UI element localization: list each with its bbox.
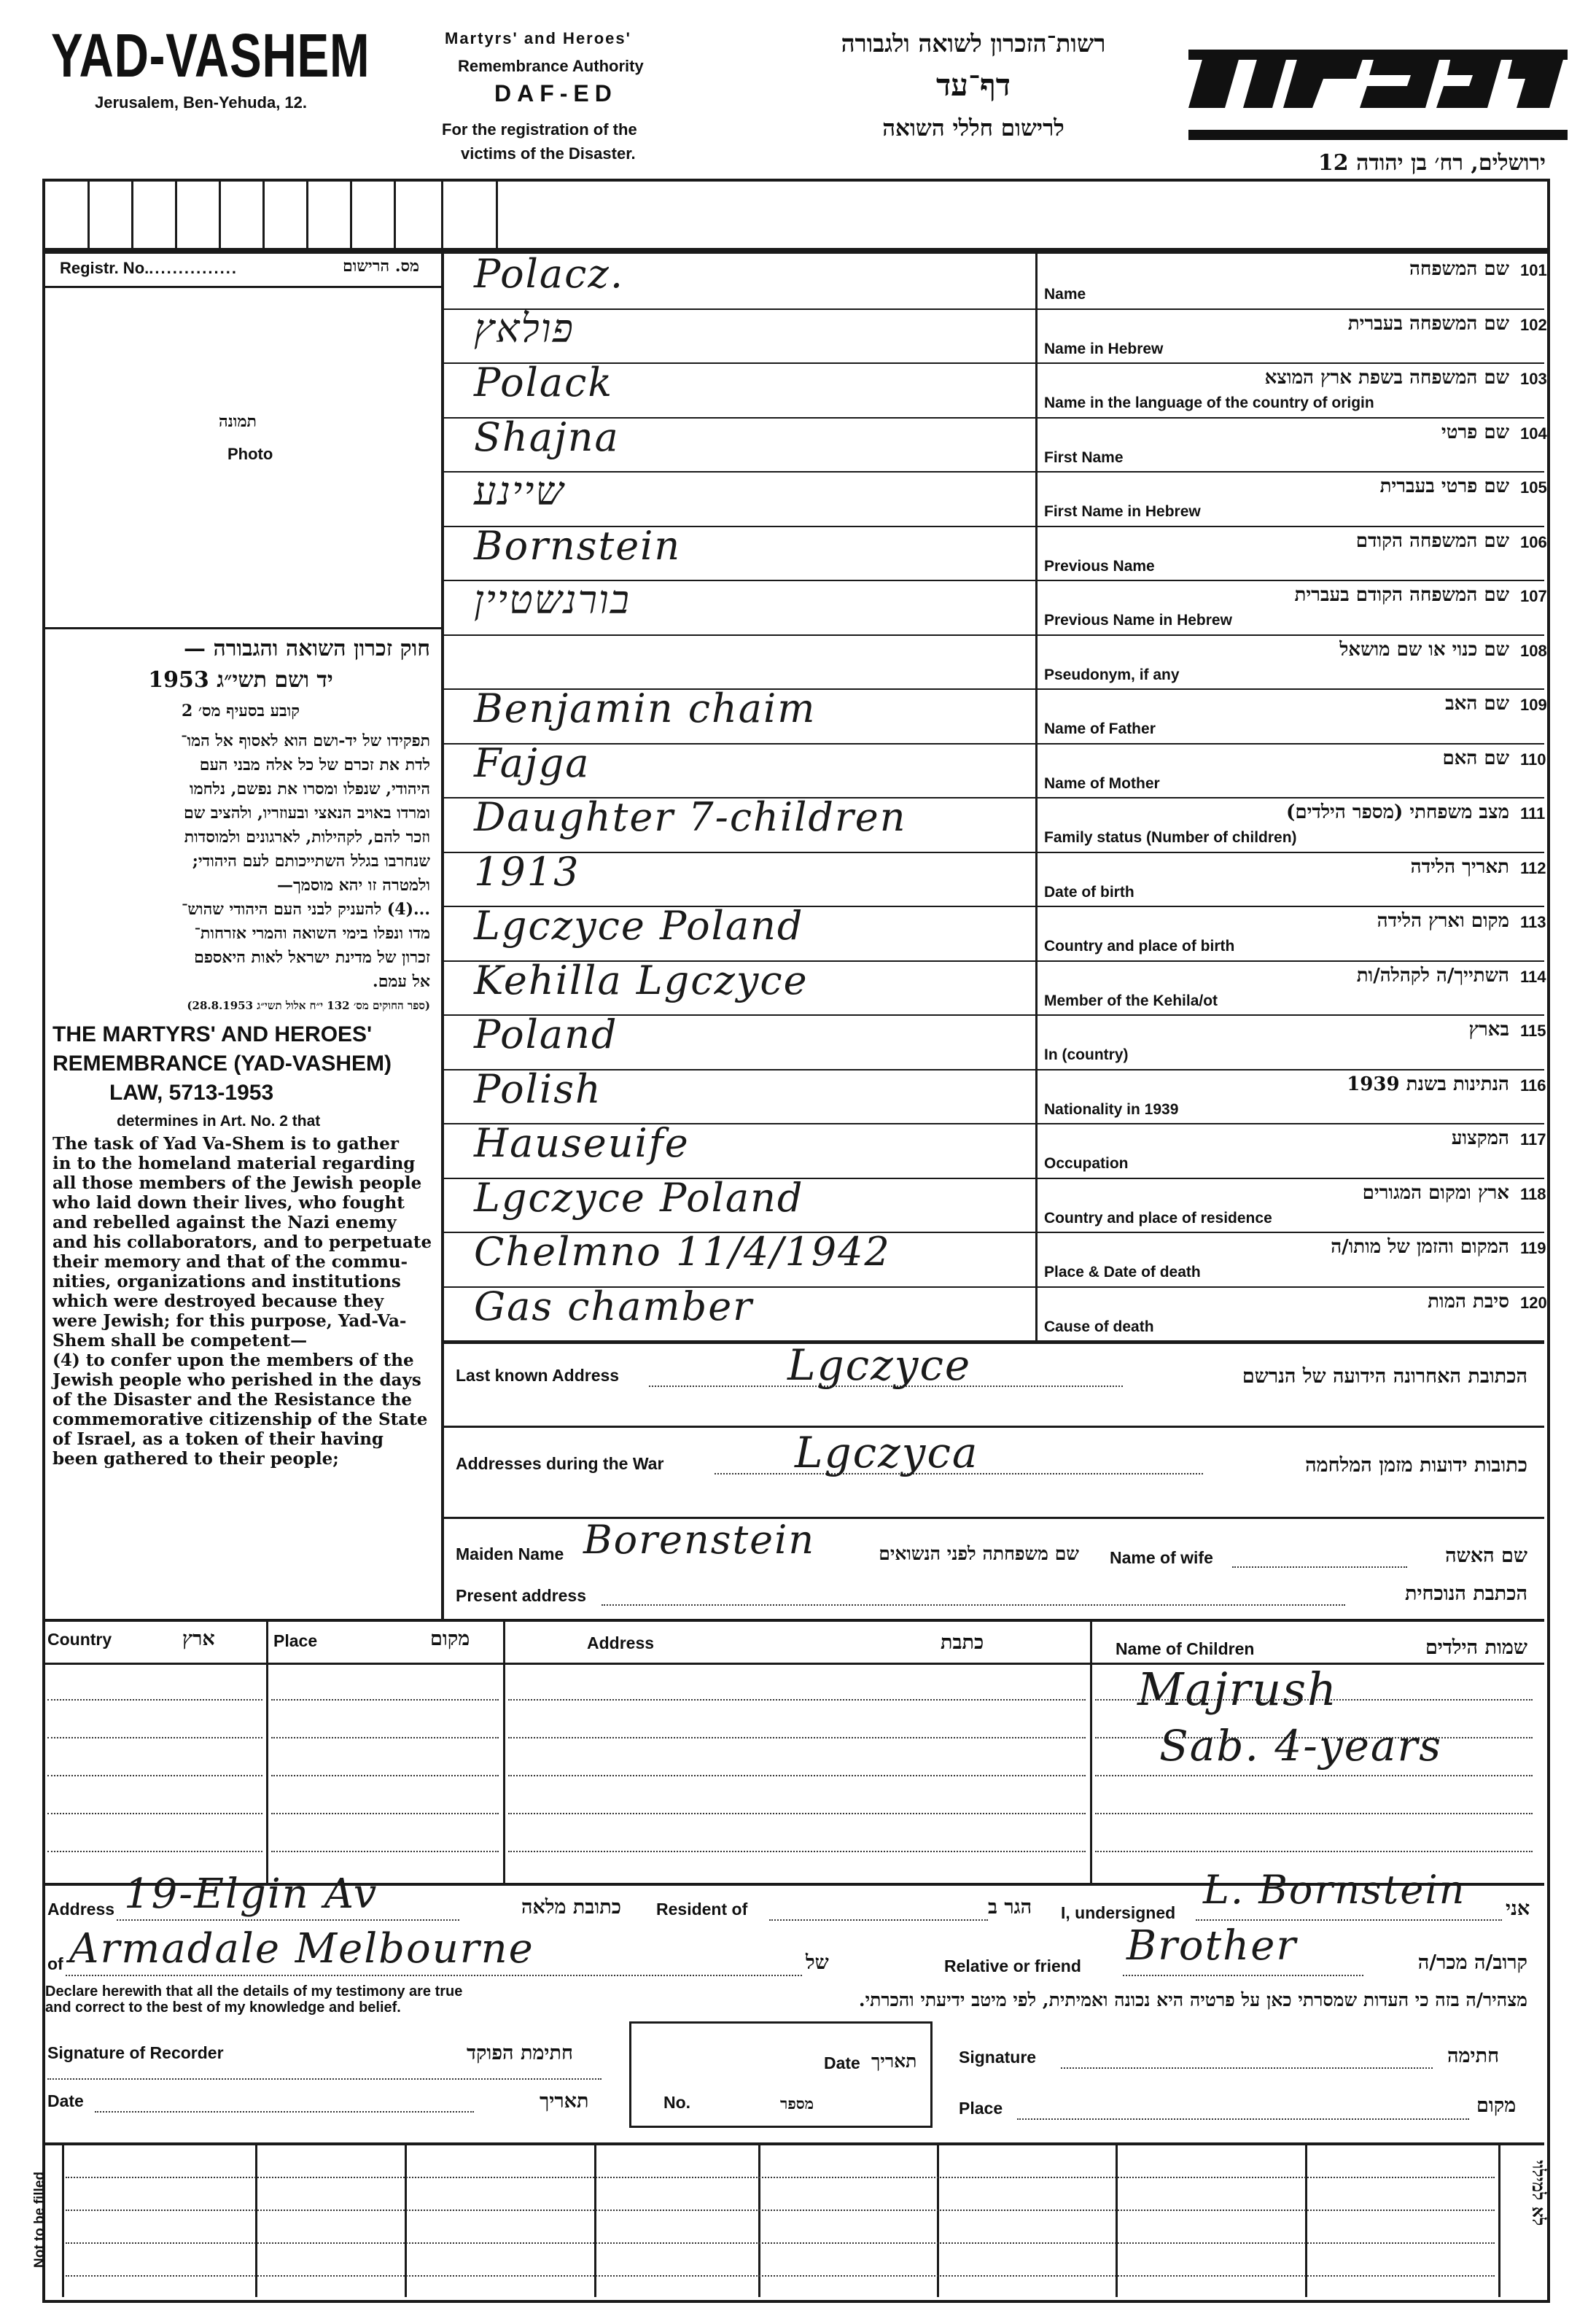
field-label-he: מצב משפחתי (מספר הילדים) <box>1286 801 1509 823</box>
field-label-he: שם המשפחה <box>1409 258 1509 280</box>
law-he-line: שנחרבו בגלל השתייכותם לעם היהודי; <box>192 852 430 871</box>
registr-label: Registr. No................ <box>60 259 238 277</box>
field-value: Benjamin chaim <box>474 685 817 731</box>
law-en-line: and rebelled against the Nazi enemy <box>52 1213 397 1232</box>
date-label: Date <box>47 2091 84 2110</box>
field-label-en: Previous Name <box>1044 557 1155 575</box>
field-value: Polacz. <box>474 251 624 297</box>
field-label-en: Pseudonym, if any <box>1044 666 1180 683</box>
field-label-he: שם האם <box>1442 747 1509 769</box>
law-en-line: who laid down their lives, who fought <box>52 1193 405 1213</box>
field-label-en: First Name in Hebrew <box>1044 503 1201 520</box>
field-label-en: Country and place of residence <box>1044 1209 1272 1227</box>
law-en-line: nities, organizations and institutions <box>52 1272 401 1291</box>
field-number: 102 <box>1520 315 1547 334</box>
not-filled-he: לא למילוי <box>1528 2160 1549 2226</box>
purpose-line1: For the registration of the <box>442 120 637 139</box>
signature-label: Signature <box>959 2048 1037 2067</box>
field-value: Lgczyce Poland <box>474 903 804 949</box>
law-he-line: ולמטרה זו יהא מוסמך— <box>276 876 430 895</box>
present-label: Present address <box>456 1586 586 1605</box>
field-value: Gas chamber <box>474 1283 753 1329</box>
resident-he: הגר ב <box>988 1896 1032 1919</box>
law-he-subtitle: קובע בסעיף מס׳ 2 <box>181 702 300 720</box>
field-label-he: שם האב <box>1445 693 1509 715</box>
address-he: כתבת <box>941 1631 984 1654</box>
field-label-he: שם המשפחה הקודם <box>1355 529 1509 552</box>
wife-he: שם האשה <box>1445 1544 1527 1567</box>
field-label-he: ארץ ומקום המגורים <box>1362 1181 1509 1204</box>
relative-label: Relative or friend <box>944 1956 1081 1975</box>
field-value: פולאץ <box>474 305 575 351</box>
field-number: 109 <box>1520 696 1547 714</box>
field-label-en: Member of the Kehila/ot <box>1044 992 1218 1009</box>
field-value: Poland <box>474 1011 618 1057</box>
field-label-en: Cause of death <box>1044 1318 1154 1335</box>
decl-address-value: 19-Elgin Av <box>124 1870 378 1918</box>
form-name: DAF-ED <box>494 80 618 106</box>
law-en-line: were Jewish; for this purpose, Yad-Va- <box>52 1311 407 1331</box>
law-he-line: היהודי, שנפלו ומסרו את נפשם, נלחמו <box>189 780 430 798</box>
wife-label: Name of wife <box>1110 1548 1213 1567</box>
address-label: Address <box>587 1633 655 1652</box>
law-he-line: ...(4) להעניק לבני העם היהודי שהוש־ <box>181 900 430 919</box>
field-value: Chelmno 11/4/1942 <box>474 1229 891 1275</box>
field-number: 116 <box>1520 1076 1546 1095</box>
field-number: 101 <box>1520 261 1547 279</box>
maiden-value: Borenstein <box>583 1517 816 1563</box>
field-value: Lgczyce Poland <box>474 1174 804 1221</box>
decl-address-label: Address <box>47 1900 115 1919</box>
field-value: Fajga <box>474 739 591 786</box>
law-en-line: their memory and that of the commu- <box>52 1252 408 1272</box>
last-known-he: הכתובת האחרונה הידועה של הנרשם <box>1242 1365 1527 1388</box>
he-purpose: לרישום חללי השואה <box>882 115 1064 141</box>
undersigned-he: אני <box>1506 1897 1530 1920</box>
sig-recorder-label: Signature of Recorder <box>47 2043 224 2062</box>
maiden-label: Maiden Name <box>456 1544 564 1563</box>
law-en-line: of Israel, as a token of their having <box>52 1429 384 1449</box>
he-authority: רשות־הזכרון לשואה ולגבורה <box>841 29 1106 58</box>
last-known-value: Lgczyce <box>787 1340 972 1390</box>
field-number: 120 <box>1520 1293 1547 1312</box>
place-decl-label: Place <box>959 2099 1003 2118</box>
law-en-line: and his collaborators, and to perpetuate <box>52 1232 432 1252</box>
law-he-line: וזכר להם, לקהילות, לארגונים ולמוסדות <box>184 828 430 847</box>
field-label-he: שם המשפחה בעברית <box>1347 312 1509 335</box>
war-label: Addresses during the War <box>456 1454 664 1473</box>
law-en-title1: THE MARTYRS' AND HEROES' <box>52 1022 373 1046</box>
org-title: YAD-VASHEM <box>51 21 370 90</box>
office-no-label: No. <box>663 2093 691 2112</box>
law-en-body <box>52 1134 432 1469</box>
declare-text: Declare herewith that all the details of my testimony are true and correct to the best of my knowledge and belief. <box>45 1983 463 2016</box>
law-en-title3: LAW, 5713-1953 <box>109 1081 274 1105</box>
field-label-he: בארץ <box>1468 1019 1509 1041</box>
signature-he: חתימה <box>1447 2045 1500 2067</box>
child-name-1: Majrush <box>1137 1663 1338 1716</box>
field-number: 118 <box>1520 1184 1546 1203</box>
maiden-he: שם משפחתה לפני הנשואים <box>879 1543 1079 1564</box>
he-form-name: דף־עד <box>935 67 1011 103</box>
law-en-line: (4) to confer upon the members of the <box>52 1351 414 1370</box>
law-he-line: לדת את זכרם של כל אלה מבני העם <box>199 755 430 774</box>
field-value: בורנשטיין <box>474 577 631 623</box>
field-value: Polack <box>474 360 614 405</box>
law-he-line: תפקידו של יד-ושם הוא לאסוף אל המו־ <box>181 731 430 750</box>
country-label: Country <box>47 1630 112 1649</box>
field-label-he: תאריך הלידה <box>1410 855 1509 878</box>
field-number: 117 <box>1520 1130 1546 1149</box>
law-en-line: all those members of the Jewish people <box>52 1173 422 1193</box>
of-label: of <box>47 1954 63 1973</box>
last-known-label: Last known Address <box>456 1366 620 1385</box>
law-he-line: מדו ונפלו בימי השואה והמרי אזרחות־ <box>194 924 430 943</box>
field-label-en: Previous Name in Hebrew <box>1044 612 1232 629</box>
country-he: ארץ <box>182 1628 215 1650</box>
law-en-line: commemorative citizenship of the State <box>52 1410 428 1429</box>
war-he: כתובות ידועות מזמן המלחמה <box>1305 1454 1527 1477</box>
present-he: הכתבת הנוכחית <box>1404 1582 1527 1605</box>
declare-he: מצהיר/ה בזה כי העדות שמסרתי כאן על פרטיה היא נכונה ואמיתית, לפי מיטב ידיעתי והכרתי. <box>858 1989 1527 2010</box>
field-label-en: In (country) <box>1044 1046 1129 1063</box>
field-number: 103 <box>1520 370 1547 388</box>
registr-label-he: מס. הרישום <box>343 257 420 276</box>
yad-vashem-logo-icon <box>1188 42 1568 148</box>
office-date-he: תאריך <box>871 2051 917 2072</box>
field-number: 115 <box>1520 1022 1546 1040</box>
he-address: ירושלים, רח׳ בן יהודה 12 <box>1317 150 1546 176</box>
war-value: Lgczyca <box>795 1428 979 1477</box>
field-label-en: Nationality in 1939 <box>1044 1100 1179 1118</box>
org-address: Jerusalem, Ben-Yehuda, 12. <box>95 93 308 112</box>
law-en-line: been gathered to their people; <box>52 1449 339 1469</box>
field-value: Shajna <box>474 413 620 460</box>
field-label-en: Occupation <box>1044 1155 1129 1172</box>
field-number: 119 <box>1520 1239 1546 1257</box>
decl-address-he: כתובת מלאה <box>521 1896 621 1919</box>
law-he-line: אל עמם. <box>373 972 430 991</box>
law-en-line: in to the homeland material regarding <box>52 1154 416 1173</box>
relative-he: קרוב/ה מכר/ה <box>1417 1951 1527 1974</box>
field-number: 113 <box>1520 913 1546 931</box>
field-value: 1913 <box>474 848 580 895</box>
law-en-line: of the Disaster and the Resistance the <box>52 1390 413 1410</box>
id-grid <box>42 179 1550 254</box>
field-label-en: Country and place of birth <box>1044 938 1235 955</box>
field-number: 108 <box>1520 641 1547 660</box>
children-label: Name of Children <box>1116 1639 1255 1658</box>
field-label-en: First Name <box>1044 448 1124 466</box>
undersigned-value: L. Bornstein <box>1203 1867 1466 1913</box>
field-label-he: הנתינות בשנת 1939 <box>1347 1073 1509 1095</box>
field-label-he: מקום וארץ הלידה <box>1377 910 1509 932</box>
field-label-en: Name in the language of the country of origin <box>1044 395 1374 411</box>
office-no-he: מספר <box>780 2094 814 2113</box>
field-number: 110 <box>1520 750 1546 769</box>
of-value: Armadale Melbourne <box>69 1925 534 1973</box>
law-he-line: ומרדו באויב הנאצי ובעוזריו, ולהציב שם <box>183 804 430 823</box>
place-decl-he: מקום <box>1476 2094 1517 2117</box>
field-label-he: המקום והזמן של מותו/ה <box>1331 1236 1509 1258</box>
law-en-line: The task of Yad Va-Shem is to gather <box>52 1134 400 1154</box>
field-label-en: Family status (Number of children) <box>1044 829 1297 846</box>
field-value: Polish <box>474 1065 602 1112</box>
field-value: Kehilla Lgczyce <box>474 957 809 1003</box>
relative-value: Brother <box>1126 1922 1298 1970</box>
resident-label: Resident of <box>656 1900 748 1919</box>
law-he-body <box>51 729 430 994</box>
not-filled-label: Not to be filled <box>32 2172 47 2268</box>
field-label-he: סיבת המות <box>1428 1290 1509 1313</box>
field-value: שיינע <box>474 468 565 514</box>
field-number: 104 <box>1520 424 1547 443</box>
field-number: 107 <box>1520 587 1547 605</box>
undersigned-label: I, undersigned <box>1061 1903 1176 1922</box>
field-label-en: Date of birth <box>1044 883 1134 901</box>
date-he: תאריך <box>540 2090 589 2113</box>
law-en-line: which were destroyed because they <box>52 1291 384 1311</box>
field-label-en: Name of Mother <box>1044 774 1160 792</box>
purpose-line2: victims of the Disaster. <box>461 144 636 163</box>
law-he-line: זכרון של מדינת ישראל לאות היאספם <box>194 948 430 967</box>
field-value: Hauseuife <box>474 1120 690 1166</box>
field-number: 106 <box>1520 532 1547 551</box>
field-label-en: Name in Hebrew <box>1044 340 1164 357</box>
field-value: Daughter 7-children <box>474 794 907 840</box>
law-en-title2: REMEMBRANCE (YAD-VASHEM) <box>52 1052 392 1076</box>
field-value: Bornstein <box>474 522 682 569</box>
sig-recorder-he: חתימת הפוקד <box>467 2042 573 2064</box>
children-he: שמות הילדים <box>1425 1636 1527 1659</box>
field-number: 112 <box>1520 858 1546 877</box>
office-date-label: Date <box>824 2053 860 2072</box>
of-he: של <box>806 1951 829 1974</box>
field-label-en: Name of Father <box>1044 720 1156 737</box>
photo-label-he: תמונה <box>219 412 257 431</box>
authority-line1: Martyrs' and Heroes' <box>445 29 631 47</box>
field-number: 105 <box>1520 478 1547 497</box>
law-he-citation: (ספר החוקים מס׳ 132 י״ח אלול תשי״ג 28.8.1953) <box>187 999 430 1012</box>
field-label-he: שם המשפחה בשפת ארץ המוצא <box>1264 367 1509 389</box>
field-label-he: השתייך/ה לקהלה/ות <box>1356 964 1509 987</box>
place-label: Place <box>273 1631 318 1650</box>
field-label-he: שם כנוי או שם מושאל <box>1339 638 1509 661</box>
law-he-title: חוק זכרון השואה והגבורה — <box>184 636 430 661</box>
law-en-line: Shem shall be competent— <box>52 1331 308 1351</box>
law-he-title2: יד ושם תשי״ג 1953 <box>148 667 333 693</box>
field-label-en: Name <box>1044 286 1086 303</box>
authority-line2: Remembrance Authority <box>458 57 644 75</box>
field-label-he: שם פרטי <box>1441 421 1509 443</box>
photo-label: Photo <box>227 445 273 463</box>
child-name-2: Sab. 4-years <box>1159 1721 1442 1771</box>
field-label-he: שם המשפחה הקודם בעברית <box>1294 584 1509 606</box>
field-label-he: שם פרטי בעברית <box>1379 475 1509 497</box>
field-label-he: המקצוע <box>1451 1127 1509 1149</box>
field-number: 111 <box>1520 804 1546 823</box>
law-en-line: Jewish people who perished in the days <box>52 1370 421 1390</box>
field-label-en: Place & Date of death <box>1044 1264 1201 1281</box>
place-he: מקום <box>430 1628 470 1650</box>
field-number: 114 <box>1520 967 1546 986</box>
law-en-subtitle: determines in Art. No. 2 that <box>117 1113 321 1130</box>
